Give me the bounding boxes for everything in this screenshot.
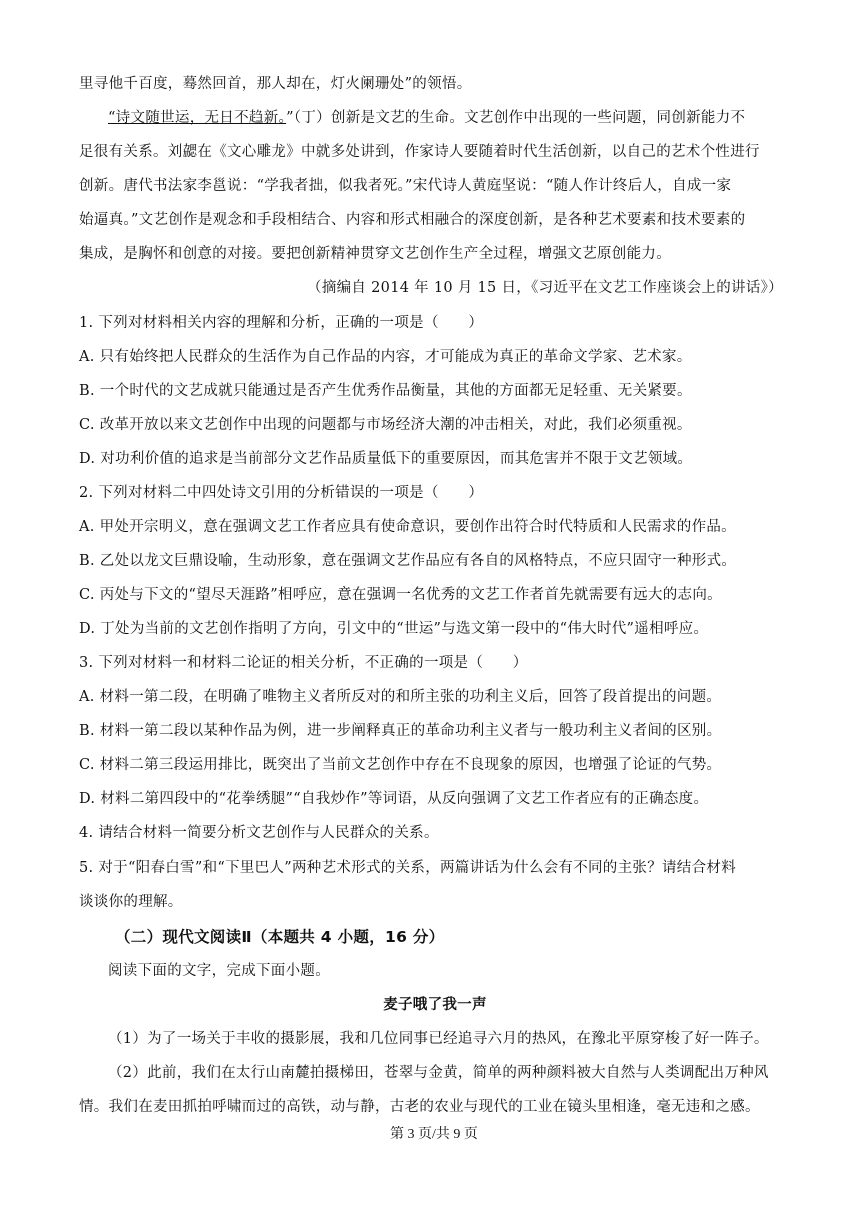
story-paragraph: （2）此前，我们在太行山南麓拍摄梯田，苍翠与金黄，简单的两种颜料被大自然与人类调配出万种风 <box>108 1065 769 1081</box>
passage-line: 足很有关系。刘勰在《文心雕龙》中就多处讲到，作家诗人要随着时代生活创新，以自己的艺术个性进行 <box>79 144 760 160</box>
question-5: 5. 对于“阳春白雪”和“下里巴人”两种艺术形式的关系，两篇讲话为什么会有不同的主张？请结合材料 <box>79 860 736 876</box>
passage-line: 始逼真。”文艺创作是观念和手段相结合、内容和形式相融合的深度创新，是各种艺术要素和技术要素的 <box>79 212 746 228</box>
question-3: 3. 下列对材料一和材料二论证的相关分析，不正确的一项是（ ） <box>79 655 528 671</box>
question-1-option-b: B. 一个时代的文艺成就只能通过是否产生优秀作品衡量，其他的方面都无足轻重、无关紧要。 <box>79 383 692 399</box>
passage-line: 集成，是胸怀和创意的对接。要把创新精神贯穿文艺创作生产全过程，增强文艺原创能力。 <box>79 246 671 262</box>
question-1-option-c: C. 改革开放以来文艺创作中出现的问题都与市场经济大潮的冲击相关，对此，我们必须重视。 <box>79 417 692 433</box>
question-3-option-c: C. 材料二第三段运用排比，既突出了当前文艺创作中存在不良现象的原因，也增强了论证的气势。 <box>79 757 722 773</box>
page-number: 第 3 页/共 9 页 <box>390 1127 478 1142</box>
passage-line <box>108 108 820 128</box>
passage-line: 里寻他千百度，蓦然回首，那人却在，灯火阑珊处”的领悟。 <box>79 76 472 92</box>
source-citation: （摘编自 2014 年 10 月 15 日，《习近平在文艺工作座谈会上的讲话》） <box>307 280 783 296</box>
question-5-continued: 谈谈你的理解。 <box>79 894 183 910</box>
story-title: 麦子哦了我一声 <box>383 996 487 1013</box>
passage-line-rest: ”（丁）创新是文艺的生命。文艺创作中出现的一些问题，同创新能力不 <box>286 110 746 126</box>
question-2-option-a: A. 甲处开宗明义，意在强调文艺工作者应具有使命意识，要创作出符合时代特质和人民需求的作品。 <box>79 519 736 535</box>
passage-line: 创新。唐代书法家李邕说：“学我者拙，似我者死。”宋代诗人黄庭坚说：“随人作计终后人，自成一家 <box>79 178 732 194</box>
question-3-option-b: B. 材料一第二段以某种作品为例，进一步阐释真正的革命功利主义者与一般功利主义者间的区别。 <box>79 723 722 739</box>
question-1-option-a: A. 只有始终把人民群众的生活作为自己作品的内容，才可能成为真正的革命文学家、艺术家。 <box>79 349 692 365</box>
story-paragraph-continued: 情。我们在麦田抓拍呼啸而过的高铁，动与静，古老的农业与现代的工业在镜头里相逢，毫无违和之感。 <box>79 1099 760 1115</box>
question-3-option-a: A. 材料一第二段，在明确了唯物主义者所反对的和所主张的功利主义后，回答了段首提出的问题。 <box>79 689 722 705</box>
question-2-option-c: C. 丙处与下文的“望尽天涯路”相呼应，意在强调一名优秀的文艺工作者首先就需要有远大的志向。 <box>79 587 722 603</box>
question-2-option-b: B. 乙处以龙文巨鼎设喻，生动形象，意在强调文艺作品应有各自的风格特点，不应只固守一种形式。 <box>79 553 737 569</box>
question-1-option-d: D. 对功利价值的追求是当前部分文艺作品质量低下的重要原因，而其危害并不限于文艺领域。 <box>79 451 693 467</box>
quote-underlined: “诗文随世运，无日不趋新。 <box>108 110 287 126</box>
question-4: 4. 请结合材料一简要分析文艺创作与人民群众的关系。 <box>79 825 439 841</box>
section-heading: （二）现代文阅读Ⅱ（本题共 4 小题，16 分） <box>115 928 445 946</box>
question-2: 2. 下列对材料二中四处诗文引用的分析错误的一项是（ ） <box>79 485 484 501</box>
question-1: 1. 下列对材料相关内容的理解和分析，正确的一项是（ ） <box>79 315 484 331</box>
section-instruction: 阅读下面的文字，完成下面小题。 <box>108 963 330 979</box>
question-3-option-d: D. 材料二第四段中的“花拳绣腿”“自我炒作”等词语，从反向强调了文艺工作者应有的正确态度。 <box>79 791 709 807</box>
question-2-option-d: D. 丁处为当前的文艺创作指明了方向，引文中的“世运”与选文第一段中的“伟大时代”遥相呼应。 <box>79 621 709 637</box>
story-paragraph: （1）为了一场关于丰收的摄影展，我和几位同事已经追寻六月的热风，在豫北平原穿梭了好一阵子。 <box>108 1031 769 1047</box>
